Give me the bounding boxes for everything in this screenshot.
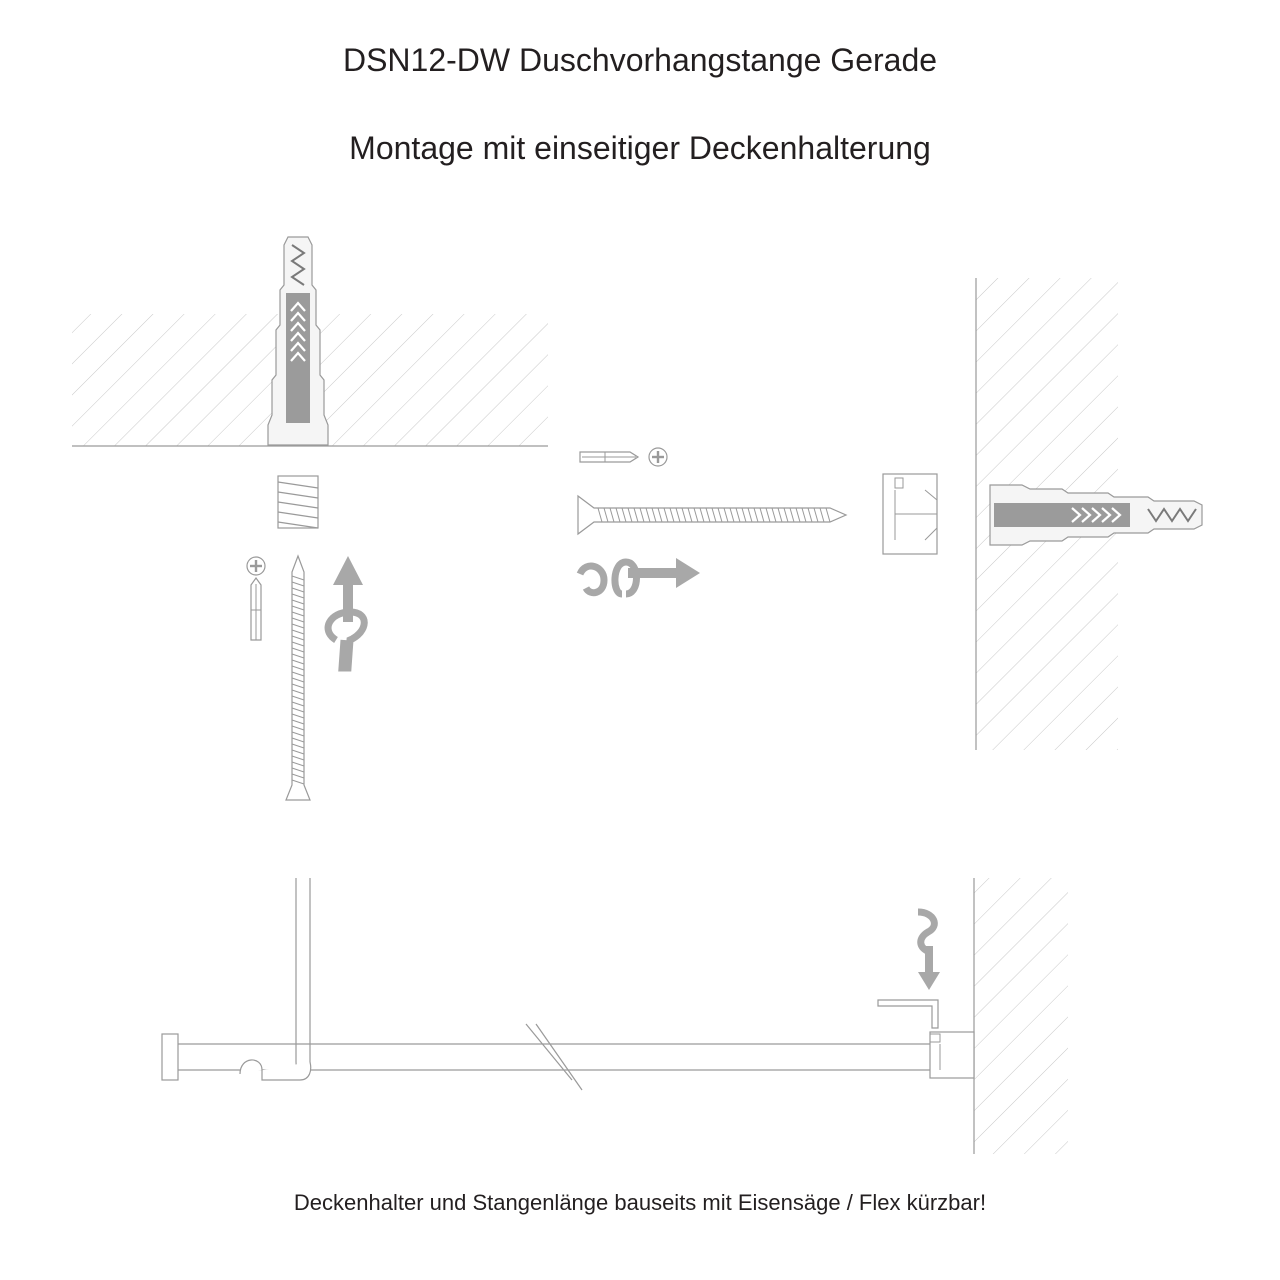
rotate-arrow-icon <box>328 556 364 668</box>
wall-hatch-icon <box>974 878 1068 1154</box>
rotate-arrow-icon <box>580 558 700 594</box>
phillips-symbol-icon <box>247 557 265 575</box>
wall-bracket-icon <box>883 474 937 554</box>
wall-plug-icon <box>268 237 328 445</box>
screw-icon <box>578 496 846 534</box>
allen-key-icon <box>878 1000 938 1028</box>
phillips-bit-icon <box>251 578 261 640</box>
wall-plug-icon <box>990 485 1202 545</box>
footer-note: Deckenhalter und Stangenlänge bauseits mit Eisensäge / Flex kürzbar! <box>293 1190 987 1215</box>
page-subtitle: Montage mit einseitiger Deckenhalterung <box>349 130 931 166</box>
page-title: DSN12-DW Duschvorhangstange Gerade <box>342 42 938 78</box>
threaded-insert-icon <box>278 476 318 528</box>
phillips-symbol-icon <box>649 448 667 466</box>
screw-icon <box>286 556 310 800</box>
shower-rod-icon <box>162 878 974 1090</box>
phillips-bit-icon <box>580 452 638 462</box>
rotate-arrow-icon <box>918 912 940 990</box>
